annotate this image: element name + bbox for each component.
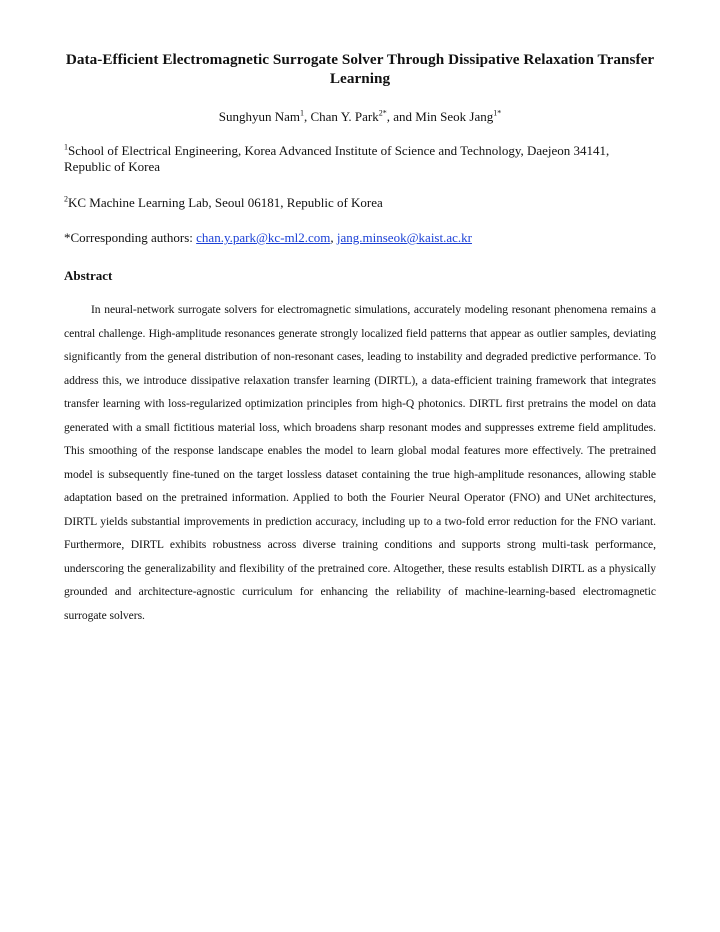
author-affiliation-marker: 1 xyxy=(299,108,304,118)
paper-title: Data-Efficient Electromagnetic Surrogate Solver Through Dissipative Relaxation Transfer Learning xyxy=(65,51,655,87)
author-affiliation-marker: 2* xyxy=(378,108,387,118)
author-separator: , xyxy=(303,109,311,124)
affiliation-text: School of Electrical Engineering, Korea Advanced Institute of Science and Technology, Daejeon 34141, Republic of Korea xyxy=(64,143,610,174)
email-separator: , xyxy=(330,230,337,245)
email-link-chan-park[interactable]: chan.y.park@kc-ml2.com xyxy=(196,230,331,245)
affiliation-text: KC Machine Learning Lab, Seoul 06181, Republic of Korea xyxy=(68,195,383,210)
author-name: Sunghyun Nam xyxy=(218,109,300,124)
affiliation-marker: 1 xyxy=(64,142,68,152)
affiliation-marker: 2 xyxy=(64,194,68,204)
paper-page xyxy=(64,50,656,627)
abstract-heading: Abstract xyxy=(64,268,113,283)
author-name: Min Seok Jang xyxy=(415,109,494,124)
author-name: Chan Y. Park xyxy=(310,109,379,124)
author-separator: , and xyxy=(386,109,416,124)
corresponding-label: *Corresponding authors: xyxy=(64,230,197,245)
author-list xyxy=(64,108,656,126)
affiliation xyxy=(64,143,656,175)
corresponding-authors xyxy=(64,230,656,246)
abstract-text: In neural-network surrogate solvers for electromagnetic simulations, accurately modeling resonant phenomena remains a central challenge. High-amplitude resonances generate strongly localized field patterns that appear as outlier samples, deviating significantly from the general distribution of non-resonant cases, leading to instability and degraded predictive performance. To address this, we introduce dissipative relaxation transfer learning (DIRTL), a data-efficient training framework that integrates transfer learning with loss-regularized optimization principles from high-Q photonics. DIRTL first pretrains the model on data generated with a small fictitious material loss, which broadens sharp resonant modes and suppresses extreme field amplitudes. This smoothing of the response landscape enables the model to learn global modal features more effectively. The pretrained model is subsequently fine-tuned on the target lossless dataset containing the true high-amplitude resonances, allowing stable adaptation based on the pretrained information. Applied to both the Fourier Neural Operator (FNO) and UNet architectures, DIRTL yields substantial improvements in prediction accuracy, including up to a two-fold error reduction for the FNO variant. Furthermore, DIRTL exhibits robustness across diverse training conditions and supports strong multi-task performance, underscoring the generalizability and flexibility of the pretrained core. Altogether, these results establish DIRTL as a physically grounded and architecture-agnostic curriculum for enhancing the reliability of machine-learning-based electromagnetic surrogate solvers. xyxy=(64,303,656,622)
email-link-min-seok-jang[interactable]: jang.minseok@kaist.ac.kr xyxy=(336,230,472,245)
affiliation xyxy=(64,195,656,211)
author-affiliation-marker: 1* xyxy=(493,108,502,118)
